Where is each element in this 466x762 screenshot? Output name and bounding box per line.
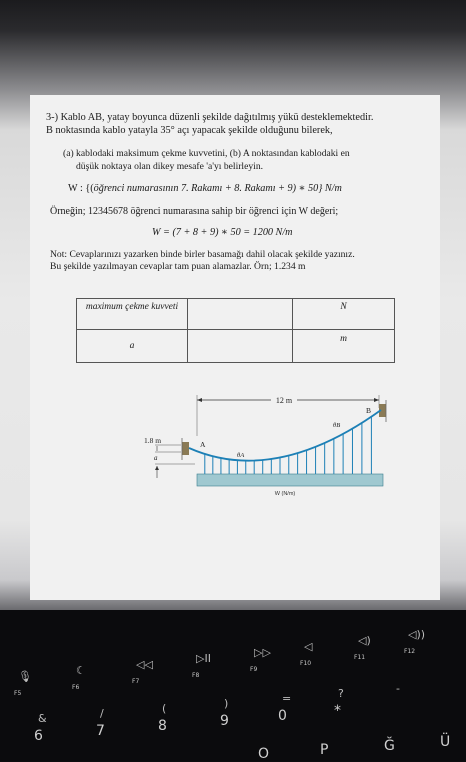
support-a [182,442,189,455]
key-symbol: ) [224,697,229,710]
key-f8[interactable]: F8 [192,672,200,679]
answer-table [76,298,395,363]
key-f12[interactable]: F12 [404,648,416,655]
load-formula [68,183,342,195]
fkey-symbol-icon: ◁◁ [136,658,153,671]
question-parts-line-2: düşük noktaya olan dikey mesafe 'a'yı belirleyin. [76,161,264,172]
key-symbol: ( [162,702,167,715]
key-symbol: - [396,682,400,695]
theta-b-label: θB [333,422,341,429]
arrow-right-icon [374,398,379,402]
max-tension-label: maximum çekme kuvveti [77,299,188,330]
key-f11[interactable]: F11 [354,654,366,661]
example-text: Örneğin; 12345678 öğrenci numarasına sahip bir öğrenci için W değeri; [50,206,339,217]
key-letter[interactable]: O [258,746,270,762]
key-symbol: ? [338,687,344,700]
key-letter[interactable]: Ü [440,734,451,750]
fkey-symbol-icon: ▷II [196,652,211,665]
question-line-2: B noktasında kablo yatayla 35° açı yapacak şekilde olduğunu bilerek, [46,125,333,136]
key-f9[interactable]: F9 [250,666,258,673]
max-tension-unit: N [293,299,395,330]
question-line-1: 3-) Kablo AB, yatay boyunca düzenli şekilde dağıtılmış yükü desteklemektedir. [46,112,374,123]
hangers [205,417,372,474]
span-label: 12 m [275,396,293,405]
theta-a-label: θA [237,452,245,459]
key-f10[interactable]: F10 [300,660,312,667]
fkey-symbol-icon: 🎙 [18,670,32,683]
key-symbol: & [38,712,47,725]
max-tension-answer-cell[interactable] [188,299,293,330]
key-f5[interactable]: F5 [14,690,22,697]
distance-a-answer-cell[interactable] [188,330,293,363]
height-label: 1.8 m [144,436,162,445]
point-b-label: B [366,406,372,415]
point-a-label: A [200,440,206,449]
key-number[interactable]: 6 [34,728,43,744]
key-f6[interactable]: F6 [72,684,80,691]
question-parts-line-1: (a) kablodaki maksimum çekme kuvvetini, (b) A noktasından kablodaki en [63,148,350,159]
fkey-symbol-icon: ◁ [304,640,313,653]
key-number[interactable]: 7 [96,723,105,739]
formula-text: öğrenci numarasının 7. Rakamı + 8. Rakamı + 9) ∗ 50} N/m [93,183,342,194]
a-label: a [154,454,158,462]
key-letter[interactable]: Ğ [384,738,395,754]
laptop-keyboard [0,610,466,761]
example-calculation: W = (7 + 8 + 9) ∗ 50 = 1200 N/m [152,227,293,238]
key-letter[interactable]: P [320,742,329,758]
fkey-symbol-icon: ◁)) [408,628,426,641]
key-number[interactable]: 0 [278,708,287,724]
load-label: W (N/m) [274,491,296,497]
table-row [77,330,395,363]
note-line-2: Bu şekilde yazılmayan cevaplar tam puan alamazlar. Örn; 1.234 m [50,261,306,272]
distance-a-unit: m [293,330,395,363]
key-symbol: = [282,692,292,705]
distance-a-label: a [77,330,188,363]
arrow-up-icon [155,466,159,470]
fkey-symbol-icon: ◁) [358,634,371,647]
key-symbol: / [100,707,104,720]
key-f7[interactable]: F7 [132,678,140,685]
note-line-1: Not: Cevaplarınızı yazarken binde birler basamağı dahil olacak şekilde yazınız. [50,249,355,260]
table-row [77,299,395,330]
arrow-left-icon [197,398,202,402]
key-number[interactable]: * [334,703,341,719]
fkey-symbol-icon: ▷▷ [254,646,271,659]
key-number[interactable]: 8 [158,718,167,734]
fkey-symbol-icon: ☾ [76,664,86,677]
formula-prefix: W : {( [68,183,94,194]
key-number[interactable]: 9 [220,713,229,729]
distributed-load-block [197,474,383,486]
cable-diagram [135,386,397,501]
